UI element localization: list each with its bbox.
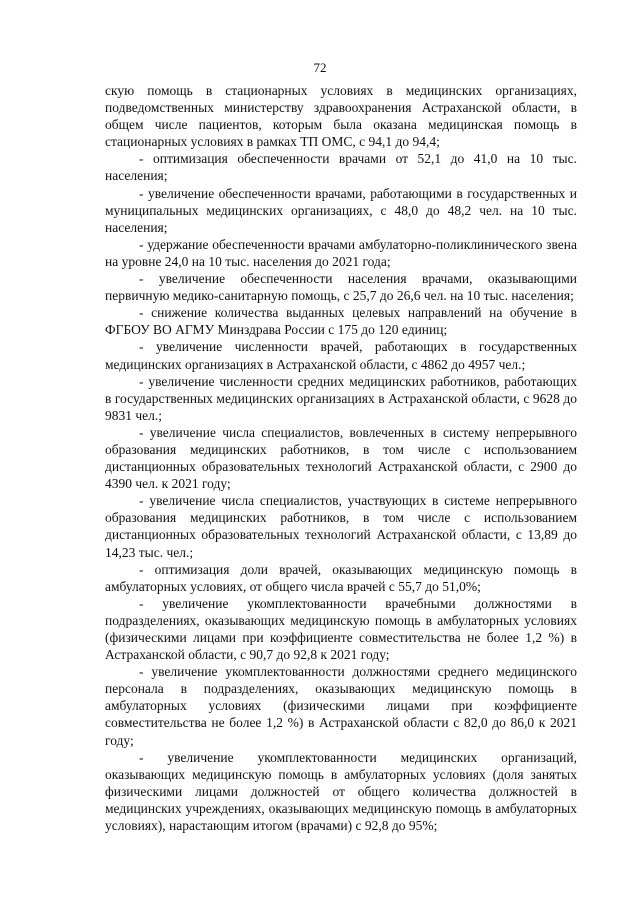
list-item-doctor-provision-optimization: - оптимизация обеспеченности врачами от 52,1 до 41,0 на 10 тыс. населения; xyxy=(105,151,577,184)
list-item-primary-care-doctor-provision: - увеличение обеспеченности населения врачами, оказывающими первичную медико-санитарную помощь, с 25,7 до 26,6 чел. на 10 тыс. населения; xyxy=(105,271,577,304)
paragraph-continuation: скую помощь в стационарных условиях в медицинских организациях, подведомственных министерству здравоохранения Астраханской области, в общем числе пациентов, которым была оказана медицинская помощь в стационарных условиях в рамках ТП ОМС, с 94,1 до 94,4; xyxy=(105,83,577,150)
document-body xyxy=(105,82,577,834)
list-item-target-referrals-reduction: - снижение количества выданных целевых направлений на обучение в ФГБОУ ВО АГМУ Минздрава России с 175 до 120 единиц; xyxy=(105,305,577,338)
list-item-organization-staffing: - увеличение укомплектованности медицинских организаций, оказывающих медицинскую помощь в амбулаторных условиях (доля занятых физическими лицами должностей от общего количества должностей в медицинских учреждениях, оказывающих медицинскую помощь в амбулаторных условиях), нарастающим итогом (врачами) с 92,8 до 95%; xyxy=(105,749,577,834)
list-item-continuing-education-participants: - увеличение числа специалистов, участвующих в системе непрерывного образования медицинских работников, в том числе с использованием дистанционных образовательных технологий Астраханской области, с 13,89 до 14,23 тыс. чел.; xyxy=(105,493,577,560)
list-item-doctor-provision-state-municipal: - увеличение обеспеченности врачами, работающими в государственных и муниципальных медицинских организациях, с 48,0 до 48,2 чел. на 10 тыс. населения; xyxy=(105,185,577,235)
list-item-outpatient-doctor-provision: - удержание обеспеченности врачами амбулаторно-поликлинического звена на уровне 24,0 на 10 тыс. населения до 2021 года; xyxy=(105,236,577,269)
list-item-outpatient-doctor-share: - оптимизация доли врачей, оказывающих медицинскую помощь в амбулаторных условиях, от общего числа врачей с 55,7 до 51,0%; xyxy=(105,561,577,594)
list-item-doctor-count: - увеличение численности врачей, работающих в государственных медицинских организациях в Астраханской области, с 4862 до 4957 чел.; xyxy=(105,339,577,372)
list-item-doctor-staffing: - увеличение укомплектованности врачебными должностями в подразделениях, оказывающих медицинскую помощь в амбулаторных условиях (физическими лицами при коэффициенте совместительства не более 1,2 %) в Астраханской области, с 90,7 до 92,8 к 2021 году; xyxy=(105,595,577,663)
page-number: 72 xyxy=(313,60,327,75)
list-item-continuing-education-involved: - увеличение числа специалистов, вовлеченных в систему непрерывного образования медицинских работников, в том числе с использованием дистанционных образовательных технологий Астраханской области, с 2900 до 4390 чел. к 2021 году; xyxy=(105,424,577,492)
list-item-nurse-count: - увеличение численности средних медицинских работников, работающих в государственных медицинских организациях в Астраханской области, с 9628 до 9831 чел.; xyxy=(105,373,577,423)
list-item-nurse-staffing: - увеличение укомплектованности должностями среднего медицинского персонала в подразделениях, оказывающих медицинскую помощь в амбулаторных условиях (физическими лицами при коэффициенте совместительства не более 1,2 %) в Астраханской области с 82,0 до 86,0 к 2021 году; xyxy=(105,664,577,748)
